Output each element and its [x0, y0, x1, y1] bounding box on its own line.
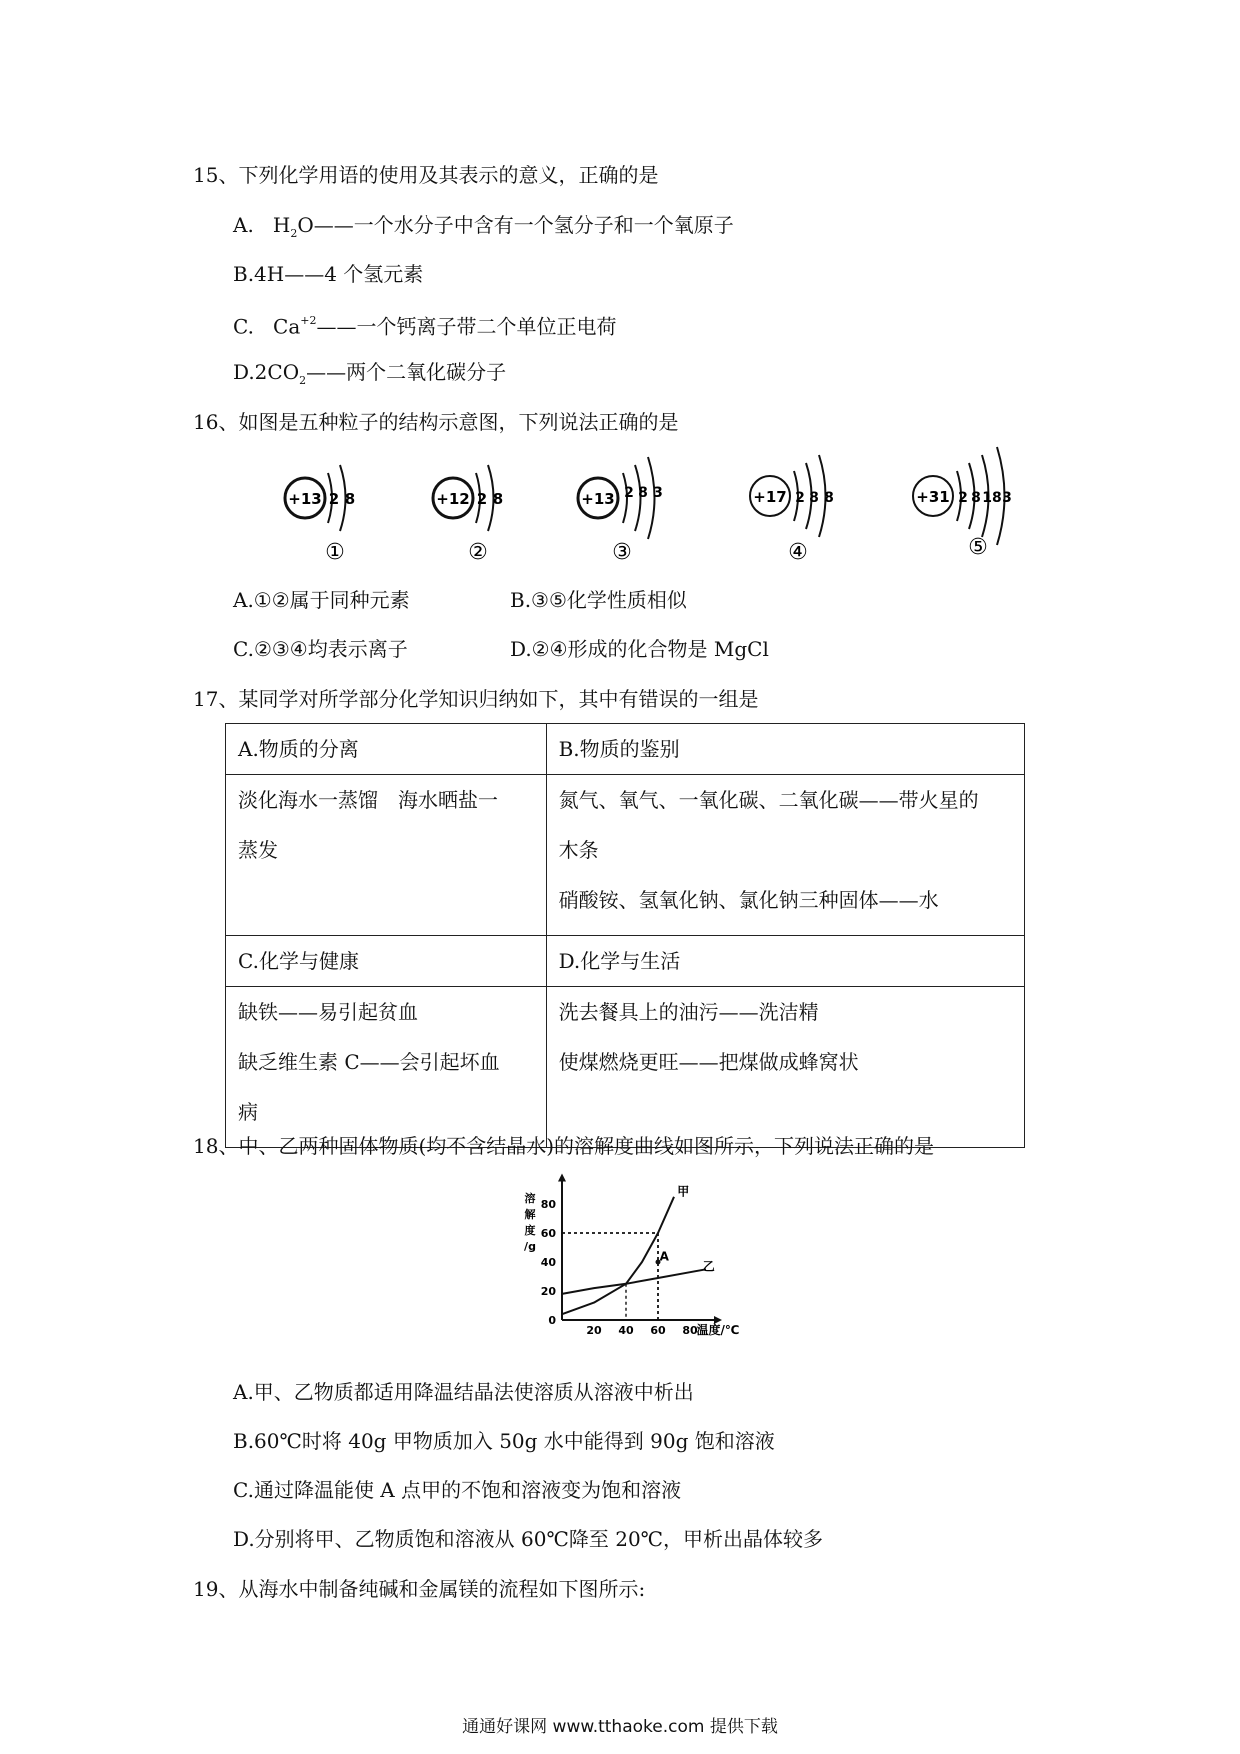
q15-d-prefix: D.2CO — [233, 360, 300, 384]
q15-a-formula: H — [272, 213, 291, 237]
page-footer: 通通好课网 www.tthaoke.com 提供下载 — [462, 1717, 778, 1737]
y-label-char-2: 解 — [524, 1208, 536, 1221]
atom-5-shell-3: 18 — [982, 490, 1002, 506]
q15-option-b: B.4H——4 个氢元素 — [233, 262, 424, 286]
q15-d-text: ——两个二氧化碳分子 — [306, 360, 507, 384]
atom-4-shell-2: 8 — [809, 490, 819, 506]
atom-3-nucleus: +13 — [581, 490, 615, 508]
atom-1-shell-1: 2 — [328, 490, 340, 508]
atom-2-shell-1: 2 — [476, 490, 488, 508]
q17-cell-b-body: 氮气、氧气、一氧化碳、二氧化碳——带火星的 木条 硝酸铵、氢氧化钠、氯化钠三种固体——水 — [546, 775, 1024, 936]
q16-stem: 16、如图是五种粒子的结构示意图，下列说法正确的是 — [193, 410, 679, 434]
q17-stem: 17、某同学对所学部分化学知识归纳如下，其中有错误的一组是 — [193, 687, 759, 711]
q15-a-label: A. — [233, 213, 254, 237]
y-tick-label: 40 — [540, 1256, 556, 1269]
atom-3-shell-1: 2 — [624, 485, 634, 501]
y-label-char-1: 溶 — [524, 1192, 536, 1205]
atom-3-label: ③ — [612, 540, 632, 565]
q18-option-c: C.通过降温能使 A 点甲的不饱和溶液变为饱和溶液 — [233, 1478, 682, 1502]
q17-cell-c-head: C.化学与健康 — [226, 936, 547, 987]
y-tick-label: 20 — [540, 1285, 556, 1298]
x-tick-label: 40 — [618, 1324, 634, 1337]
series-label-yi: 乙 — [702, 1259, 715, 1274]
atom-3-shell-2: 8 — [638, 485, 648, 501]
q18-option-a: A.甲、乙物质都适用降温结晶法使溶质从溶液中析出 — [233, 1380, 694, 1404]
q17-cell-a-body: 淡化海水一蒸馏 海水晒盐一 蒸发 — [226, 775, 547, 936]
atom-5-shell-2: 8 — [971, 490, 981, 506]
atom-4-shell-1: 2 — [795, 490, 805, 506]
q16-option-a: A.①②属于同种元素 — [233, 588, 410, 612]
y-tick-label: 80 — [540, 1198, 556, 1211]
q15-c-label: C. — [233, 314, 254, 339]
q15-c-superscript: +2 — [300, 314, 317, 327]
q17-cell-d-body: 洗去餐具上的油污——洗洁精 使煤燃烧更旺——把煤做成蜂窝状 — [546, 987, 1024, 1148]
q18-option-b: B.60℃时将 40g 甲物质加入 50g 水中能得到 90g 饱和溶液 — [233, 1429, 775, 1453]
q17-cell-a-head: A.物质的分离 — [226, 724, 547, 775]
atom-1-nucleus: +13 — [288, 490, 322, 508]
chart-y-ticks — [541, 1198, 557, 1327]
chart-x-label: 温度/℃ — [696, 1323, 740, 1337]
atom-3-shell-3: 3 — [653, 485, 663, 501]
q18-option-d: D.分别将甲、乙物质饱和溶液从 60℃降至 20℃，甲析出晶体较多 — [233, 1527, 824, 1551]
point-a-label: A — [659, 1249, 669, 1264]
q15-option-d — [233, 359, 506, 394]
atom-4-shell-3: 8 — [824, 490, 834, 506]
chart-x-ticks — [586, 1324, 698, 1337]
y-axis-arrow — [558, 1174, 566, 1182]
q17-cell-d-head: D.化学与生活 — [546, 936, 1024, 987]
q17-cell-c-body: 缺铁——易引起贫血 缺乏维生素 C——会引起坏血 病 — [226, 987, 547, 1148]
y-tick-label: 0 — [548, 1314, 556, 1327]
atom-1-shell-2: 8 — [344, 490, 356, 508]
q18-stem: 18、中、乙两种固体物质(均不含结晶水)的溶解度曲线如图所示，下列说法正确的是 — [193, 1134, 935, 1158]
atom-5 — [913, 447, 1012, 560]
q16-option-d: D.②④形成的化合物是 MgCl — [510, 637, 769, 661]
q15-stem: 15、下列化学用语的使用及其表示的意义，正确的是 — [193, 163, 659, 187]
q15-c-formula: Ca — [273, 314, 301, 339]
solubility-chart — [520, 1170, 750, 1355]
y-label-char-3: 度 — [524, 1224, 536, 1237]
q16-option-c: C.②③④均表示离子 — [233, 637, 408, 661]
y-label-char-4: /g — [524, 1240, 536, 1253]
q15-a-subscript: 2 — [290, 227, 298, 240]
atom-2 — [433, 465, 503, 565]
x-tick-label: 20 — [586, 1324, 602, 1337]
y-tick-label: 60 — [540, 1227, 556, 1240]
chart-guides — [562, 1233, 658, 1320]
x-tick-label: 60 — [650, 1324, 666, 1337]
q19-stem: 19、从海水中制备纯碱和金属镁的流程如下图所示: — [193, 1577, 646, 1601]
atom-3 — [578, 457, 663, 565]
atom-2-shell-2: 8 — [492, 490, 504, 508]
q15-option-a — [233, 212, 734, 247]
chart-series — [562, 1197, 706, 1314]
q15-d-subscript: 2 — [299, 374, 307, 387]
atom-4-label: ④ — [788, 540, 808, 565]
atom-4-nucleus: +17 — [753, 488, 787, 506]
chart-axes — [558, 1174, 722, 1325]
series-line-1 — [562, 1197, 674, 1314]
atom-structure-diagrams — [240, 445, 1040, 580]
atom-1 — [285, 465, 355, 565]
q15-option-c — [233, 310, 616, 340]
atom-5-shell-1: 2 — [958, 490, 968, 506]
atom-5-nucleus: +31 — [916, 488, 950, 506]
x-tick-label: 80 — [682, 1324, 698, 1337]
atom-2-nucleus: +12 — [436, 490, 470, 508]
atom-5-shell-4: 3 — [1002, 490, 1012, 506]
q15-c-text: ——一个钙离子带二个单位正电荷 — [316, 314, 617, 339]
atom-2-label: ② — [468, 540, 488, 565]
chart-y-label — [524, 1191, 536, 1253]
q15-a-text: O——一个水分子中含有一个氢分子和一个氧原子 — [297, 213, 734, 237]
atom-4 — [750, 455, 834, 565]
series-label-jia: 甲 — [677, 1184, 690, 1199]
q17-knowledge-table — [225, 723, 1025, 1148]
chart-series-labels — [660, 1184, 715, 1273]
q17-cell-b-head: B.物质的鉴别 — [546, 724, 1024, 775]
atom-5-label: ⑤ — [968, 535, 988, 560]
atom-1-label: ① — [325, 540, 345, 565]
q16-option-b: B.③⑤化学性质相似 — [510, 588, 687, 612]
